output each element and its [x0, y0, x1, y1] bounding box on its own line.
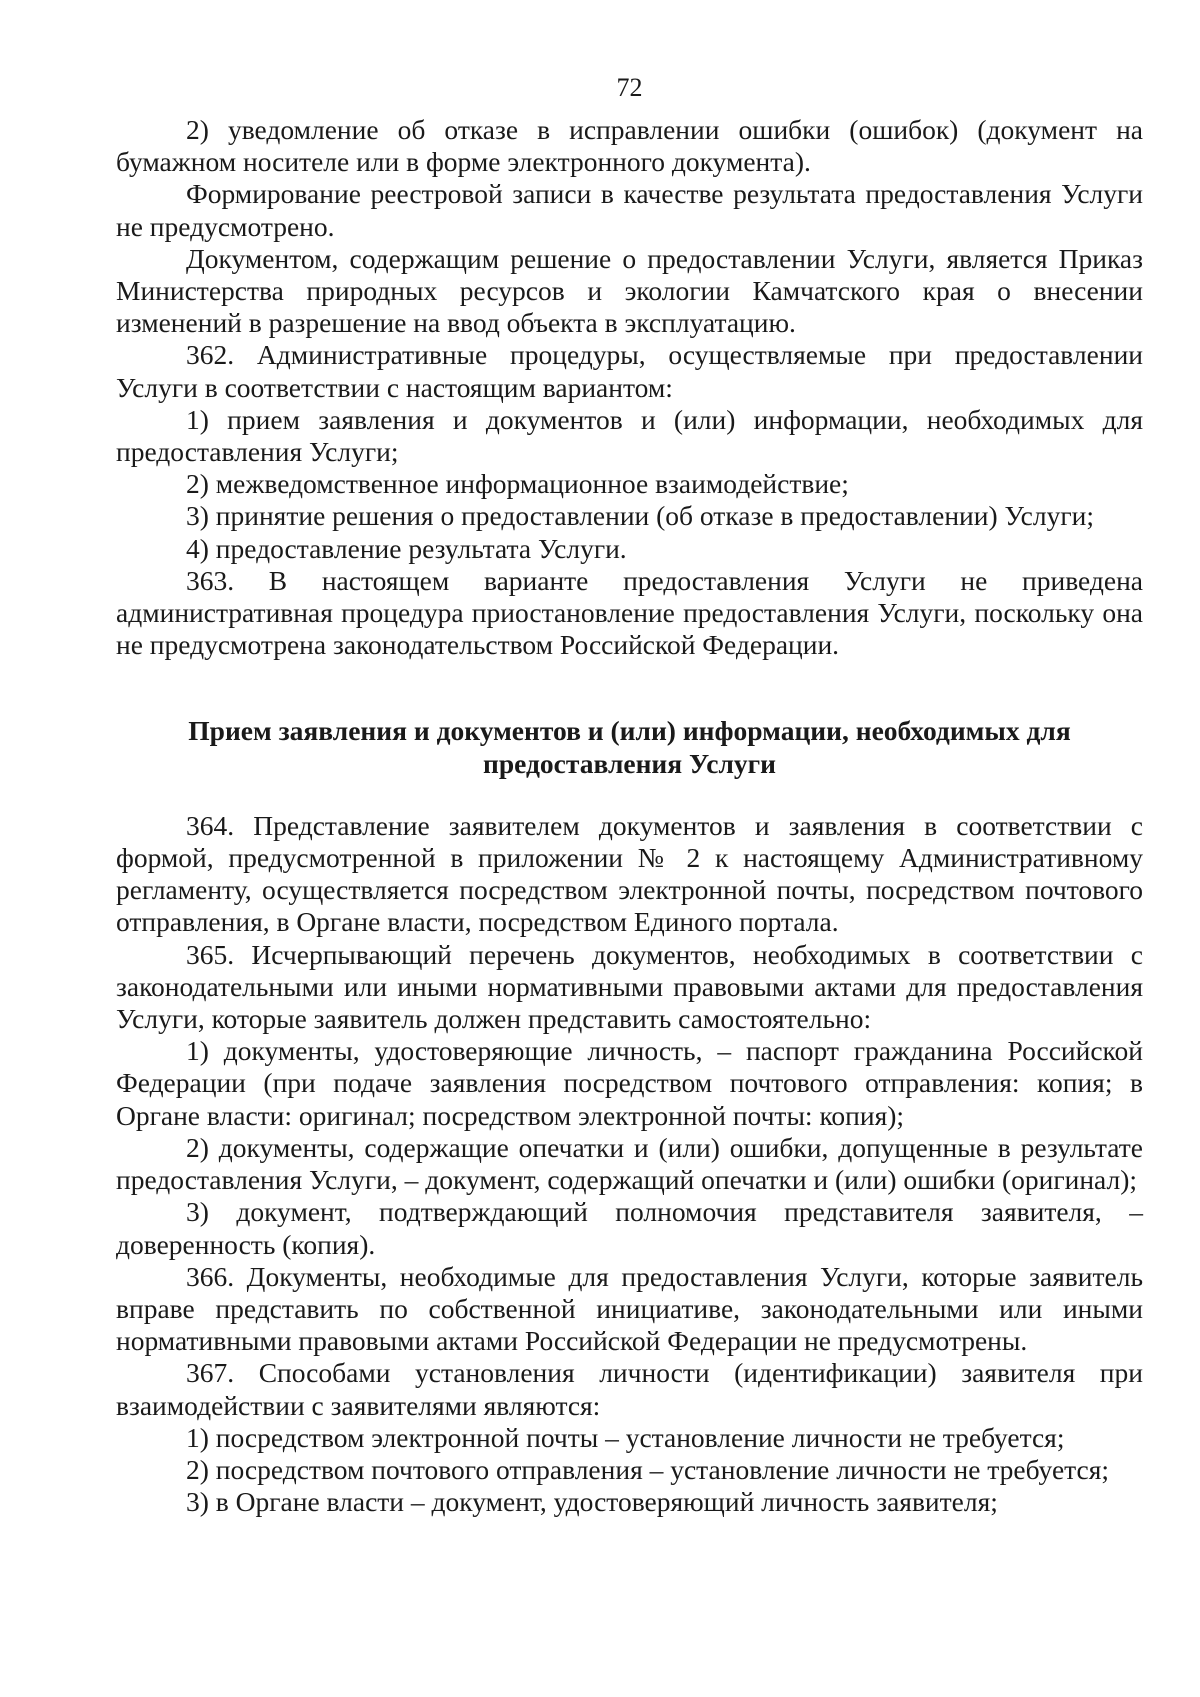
- paragraph-365-item-1: 1) документы, удостоверяющие личность, – паспорт гражданина Российской Федерации (при подаче заявления посредством почтового отправления: копия; в Органе власти: оригинал; посредством электронной почты: копия);: [116, 1035, 1143, 1131]
- paragraph-367-item-1: 1) посредством электронной почты – установление личности не требуется;: [186, 1421, 1065, 1453]
- paragraph-365-item-3: 3) документ, подтверждающий полномочия представителя заявителя, – доверенность (копия).: [116, 1196, 1143, 1260]
- paragraph-362-item-1: 1) прием заявления и документов и (или) информации, необходимых для предоставления Услуги;: [116, 403, 1143, 468]
- paragraph-362-item-4: 4) предоставление результата Услуги.: [186, 532, 627, 564]
- paragraph-367: 367. Способами установления личности (идентификации) заявителя при взаимодействии с заявителями являются:: [116, 1357, 1143, 1421]
- document-page: [116, 72, 1143, 1518]
- paragraph-362-item-3: 3) принятие решения о предоставлении (об отказе в предоставлении) Услуги;: [186, 500, 1094, 532]
- paragraph-362-item-2: 2) межведомственное информационное взаимодействие;: [186, 468, 849, 500]
- section-heading: Прием заявления и документов и (или) информации, необходимых для предоставления Услуги: [188, 715, 1071, 779]
- paragraph-366: 366. Документы, необходимые для предоставления Услуги, которые заявитель вправе представить по собственной инициативе, законодательными или иными нормативными правовыми актами Российской Федерации не предусмотрены.: [116, 1260, 1143, 1357]
- paragraph-364: 364. Представление заявителем документов и заявления в соответствии с формой, предусмотренной в приложении № 2 к настоящему Административному регламенту, осуществляется посредством электронной почты, посредством почтового отправления, в Органе власти, посредством Единого портала.: [116, 809, 1143, 938]
- paragraph-registry-record: Формирование реестровой записи в качестве результата предоставления Услуги не предусмотрено.: [116, 178, 1143, 242]
- paragraph-decision-document: Документом, содержащим решение о предоставлении Услуги, является Приказ Министерства природных ресурсов и экологии Камчатского края о внесении изменений в разрешение на ввод объекта в эксплуатацию.: [116, 242, 1143, 339]
- paragraph-365-item-2: 2) документы, содержащие опечатки и (или) ошибки, допущенные в результате предоставления Услуги, – документ, содержащий опечатки и (или) ошибки (оригинал);: [116, 1131, 1143, 1196]
- paragraph-363: 363. В настоящем варианте предоставления Услуги не приведена административная процедура приостановление предоставления Услуги, поскольку она не предусмотрена законодательством Российской Федерации.: [116, 564, 1143, 661]
- paragraph-365: 365. Исчерпывающий перечень документов, необходимых в соответствии с законодательными или иными нормативными правовыми актами для предоставления Услуги, которые заявитель должен представить самостоятельно:: [116, 938, 1143, 1035]
- paragraph-result-refusal: 2) уведомление об отказе в исправлении ошибки (ошибок) (документ на бумажном носителе или в форме электронного документа).: [116, 114, 1143, 178]
- paragraph-367-item-3: 3) в Органе власти – документ, удостоверяющий личность заявителя;: [186, 1486, 998, 1518]
- paragraph-367-item-2: 2) посредством почтового отправления – установление личности не требуется;: [186, 1453, 1109, 1485]
- page-number: 72: [616, 73, 643, 102]
- paragraph-362: 362. Административные процедуры, осуществляемые при предоставлении Услуги в соответствии с настоящим вариантом:: [116, 339, 1143, 403]
